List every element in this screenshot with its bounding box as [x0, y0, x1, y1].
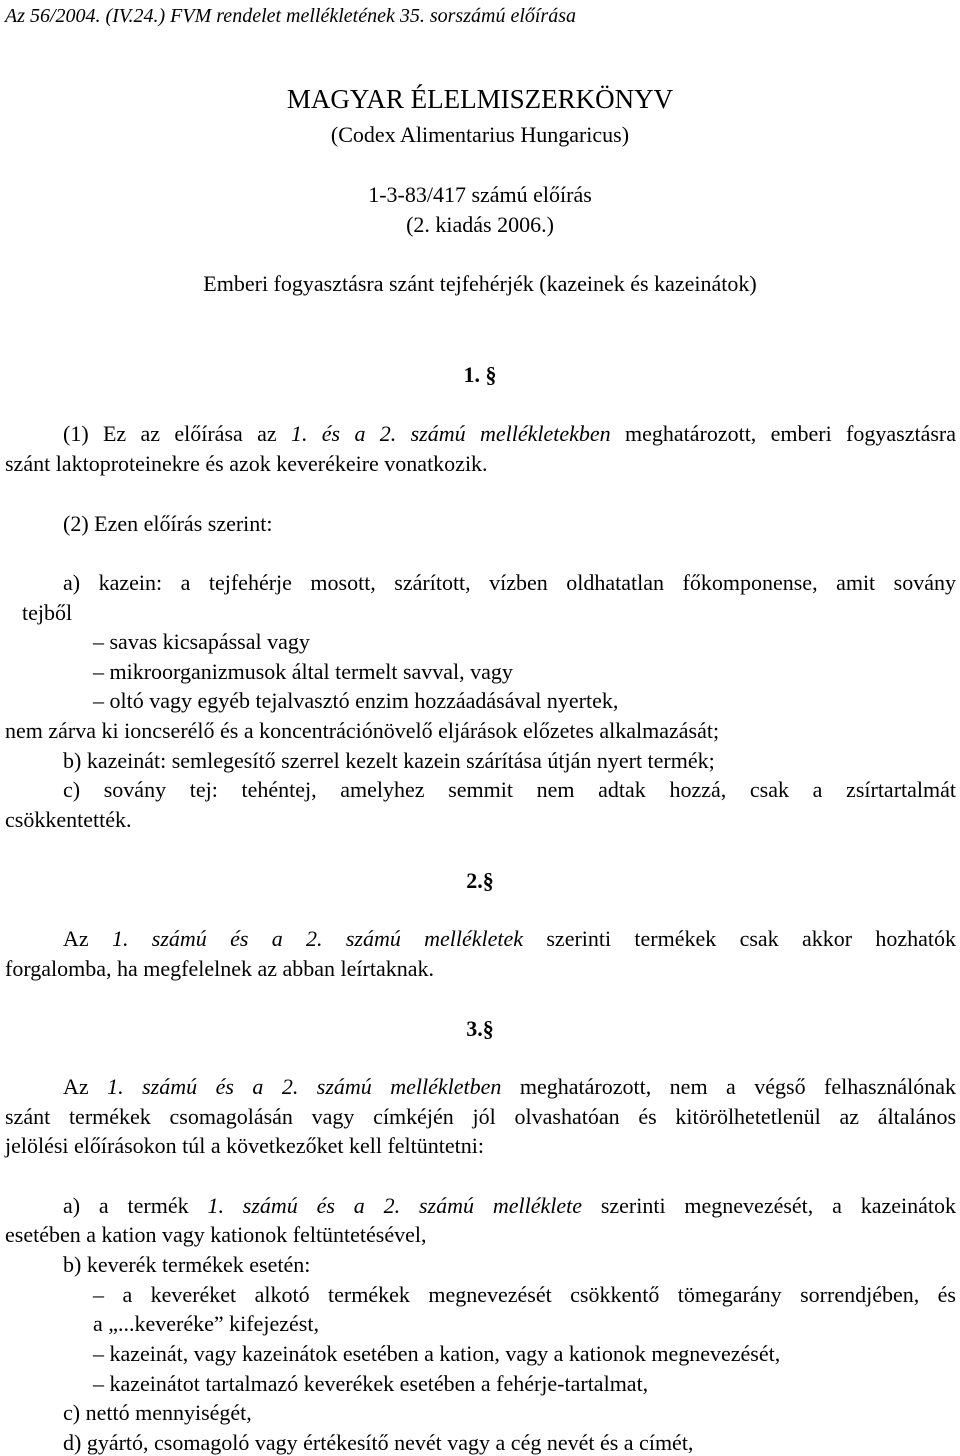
section-3-line-1: Az 1. számú és a 2. számú mellékletben meghatározott, nem a végső felhasználónak [63, 1074, 956, 1099]
section-1-heading: 1. § [463, 362, 497, 387]
regulation-title: Emberi fogyasztásra szánt tejfehérjék (kazeinek és kazeinátok) [203, 271, 757, 296]
definition-a-dash-3: – oltó vagy egyéb tejalvasztó enzim hozzáadásával nyertek, [93, 688, 619, 713]
item-b-dash-1-line-2: a „...keveréke” kifejezést, [93, 1311, 319, 1336]
definition-b: b) kazeinát: semlegesítő szerrel kezelt kazein szárítása útján nyert termék; [63, 748, 715, 773]
definition-c-line-1: c) sovány tej: tehéntej, amelyhez semmit nem adtak hozzá, csak a zsírtartalmát [63, 777, 956, 802]
item-a-line-2: esetében a kation vagy kationok feltüntetésével, [5, 1222, 427, 1247]
definition-a-line-2: tejből [22, 600, 73, 625]
definition-c-line-2: csökkentették. [5, 807, 132, 832]
item-a-line-1: a) a termék 1. számú és a 2. számú melléklete szerinti megnevezését, a kazeinátok [63, 1193, 957, 1218]
section-1-para-1-line-2: szánt laktoproteinekre és azok keverékeire vonatkozik. [5, 451, 488, 476]
item-b-dash-2: – kazeinát, vagy kazeinátok esetében a kation, vagy a kationok megnevezését, [93, 1341, 781, 1366]
section-1-para-2-intro: (2) Ezen előírás szerint: [63, 511, 273, 536]
definition-a-end: nem zárva ki ioncserélő és a koncentrációnövelő eljárások előzetes alkalmazását; [5, 718, 720, 743]
item-b-line-1: b) keverék termékek esetén: [63, 1252, 311, 1277]
item-b-dash-1-line-1: – a keveréket alkotó termékek megnevezését csökkentő tömegarány sorrendjében, és [93, 1282, 956, 1307]
definition-a-dash-2: – mikroorganizmusok által termelt savval, vagy [93, 659, 513, 684]
definition-a-line-1: a) kazein: a tejfehérje mosott, szárított, vízben oldhatatlan főkomponense, amit sovány [63, 570, 956, 595]
edition: (2. kiadás 2006.) [406, 212, 554, 237]
section-2-line-2: forgalomba, ha megfelelnek az abban leírtaknak. [5, 956, 435, 981]
regulation-number: 1-3-83/417 számú előírás [368, 182, 592, 207]
definition-a-dash-1: – savas kicsapással vagy [93, 629, 310, 654]
document-subtitle: (Codex Alimentarius Hungaricus) [330, 122, 630, 147]
section-3-line-2: szánt termékek csomagolásán vagy címkéjén jól olvashatóan és kitörölhetetlenül az általános [5, 1104, 956, 1129]
document-title: MAGYAR ÉLELMISZERKÖNYV [286, 84, 674, 114]
document-header: Az 56/2004. (IV.24.) FVM rendelet mellékletének 35. sorszámú előírása [5, 5, 576, 27]
section-2-line-1: Az 1. számú és a 2. számú mellékletek szerinti termékek csak akkor hozhatók [63, 926, 957, 951]
section-1-para-1-line-1: (1) Ez az előírása az 1. és a 2. számú mellékletekben meghatározott, emberi fogyasztásra [63, 421, 956, 446]
item-d: d) gyártó, csomagoló vagy értékesítő nevét vagy a cég nevét és a címét, [63, 1430, 694, 1455]
item-b-dash-3: – kazeinátot tartalmazó keverékek esetében a fehérje-tartalmat, [93, 1371, 649, 1396]
section-3-heading: 3.§ [466, 1016, 494, 1041]
section-2-heading: 2.§ [466, 868, 494, 893]
item-c: c) nettó mennyiségét, [63, 1400, 252, 1425]
section-3-line-3: jelölési előírásokon túl a következőket kell feltüntetni: [5, 1133, 484, 1158]
